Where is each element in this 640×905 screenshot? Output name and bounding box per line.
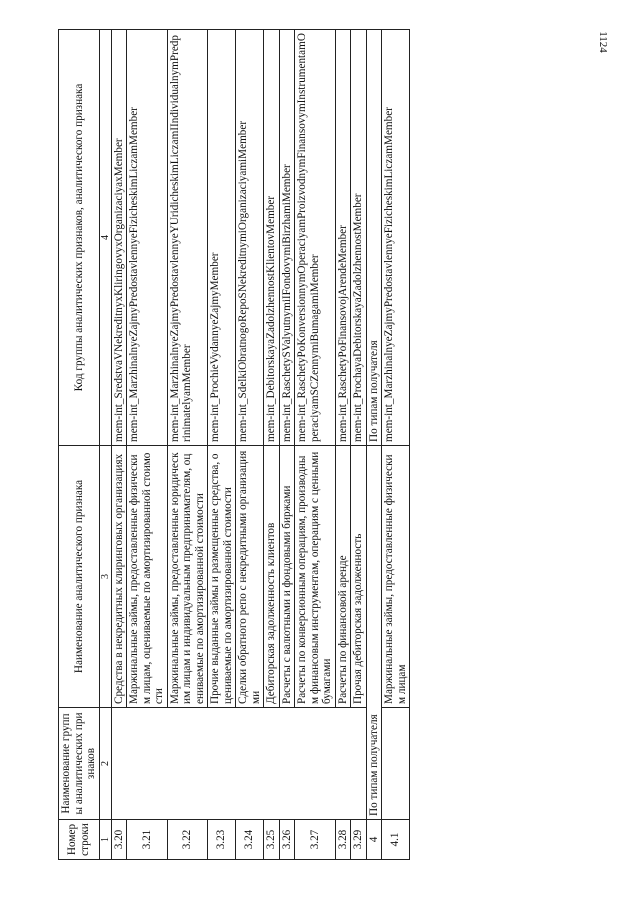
row-number: 3.28	[335, 820, 351, 860]
header-feature-name: Наименование аналитического признака	[59, 446, 100, 708]
analytics-table	[58, 29, 410, 860]
column-number-row	[99, 30, 111, 860]
table-row	[382, 30, 410, 860]
column-number: 4	[99, 30, 111, 446]
feature-name: Прочие выданные займы и размещенные средства, оцениваемые по амортизированной стоимости	[208, 446, 236, 708]
feature-code: mem-int_SredstvaVNekreditnyxKliringovyxOrganizaciyaxMember	[111, 30, 127, 446]
feature-name: Расчеты по финансовой аренде	[335, 446, 351, 708]
row-number: 3.21	[127, 820, 168, 860]
feature-code: mem-int_ProchieVydannyeZajmyMember	[208, 30, 236, 446]
section-code: По типам получателя	[366, 30, 382, 446]
row-number: 3.24	[236, 820, 264, 860]
feature-code: mem-int_RaschetyPoFinansovojArendeMember	[335, 30, 351, 446]
feature-name: Сделки обратного репо с некредитными организациями	[236, 446, 264, 708]
header-row	[59, 30, 100, 860]
feature-code: mem-int_RaschetyPoKonversionnymOperaciyamProizvodnymFinansovymInstrumentamOperaciyamSCZennymiBumagamiMember	[295, 30, 336, 446]
feature-name: Маржинальные займы, предоставленные физическим лицам	[382, 446, 410, 708]
row-number: 3.23	[208, 820, 236, 860]
row-number: 3.25	[264, 820, 280, 860]
feature-name: Прочая дебиторская задолженность	[351, 446, 367, 708]
column-number: 1	[99, 820, 111, 860]
feature-code: mem-int_MarzhinalnyeZajmyPredostavlennyeFizicheskimLiczamMember	[382, 30, 410, 446]
header-code: Код группы аналитических признаков, аналитического признака	[59, 30, 100, 446]
feature-name: Средства в некредитных клиринговых организациях	[111, 446, 127, 708]
column-number: 2	[99, 708, 111, 820]
rotated-table-container	[58, 30, 568, 860]
row-number: 4	[366, 820, 382, 860]
feature-name: Маржинальные займы, предоставленные юридическим лицам и индивидуальным предпринимателям, оцениваемые по амортизированной стоимости	[167, 446, 208, 708]
feature-name: Дебиторская задолженность клиентов	[264, 446, 280, 708]
feature-name: Расчеты по конверсионным операциям, производным финансовым инструментам, операциям с ценными бумагами	[295, 446, 336, 708]
section-row	[366, 30, 382, 860]
row-number: 3.20	[111, 820, 127, 860]
feature-code: mem-int_DebitorskayaZadolzhennostKlientovMember	[264, 30, 280, 446]
feature-name: Расчеты с валютными и фондовыми биржами	[279, 446, 295, 708]
feature-code: mem-int_MarzhinalnyeZajmyPredostavlennyeFizicheskimLiczamMember	[127, 30, 168, 446]
header-group-name: Наименование группы аналитических признаков	[59, 708, 100, 820]
feature-code: mem-int_SdelkiObratnogoRepoSNekreditnymiOrganizaciyamiMember	[236, 30, 264, 446]
row-number: 3.22	[167, 820, 208, 860]
row-number: 4.1	[382, 820, 410, 860]
row-number: 3.29	[351, 820, 367, 860]
header-row-number: Номер строки	[59, 820, 100, 860]
group-name-cell	[111, 708, 366, 820]
column-number: 3	[99, 446, 111, 708]
row-number: 3.27	[295, 820, 336, 860]
page-number: 1124	[596, 31, 609, 53]
feature-code: mem-int_MarzhinalnyeZajmyPredostavlennyeYUridicheskimLiczamIIndividualnymPredprinimatelyamMember	[167, 30, 208, 446]
feature-name: Маржинальные займы, предоставленные физическим лицам, оцениваемые по амортизированной стоимости	[127, 446, 168, 708]
group-name-cell	[382, 708, 410, 820]
feature-code: mem-int_RaschetySValyutnymiIFondovymiBirzhamiMember	[279, 30, 295, 446]
table-row	[111, 30, 127, 860]
row-number: 3.26	[279, 820, 295, 860]
section-group-name: По типам получателя	[366, 446, 382, 820]
feature-code: mem-int_ProchayaDebitorskayaZadolzhennostMember	[351, 30, 367, 446]
